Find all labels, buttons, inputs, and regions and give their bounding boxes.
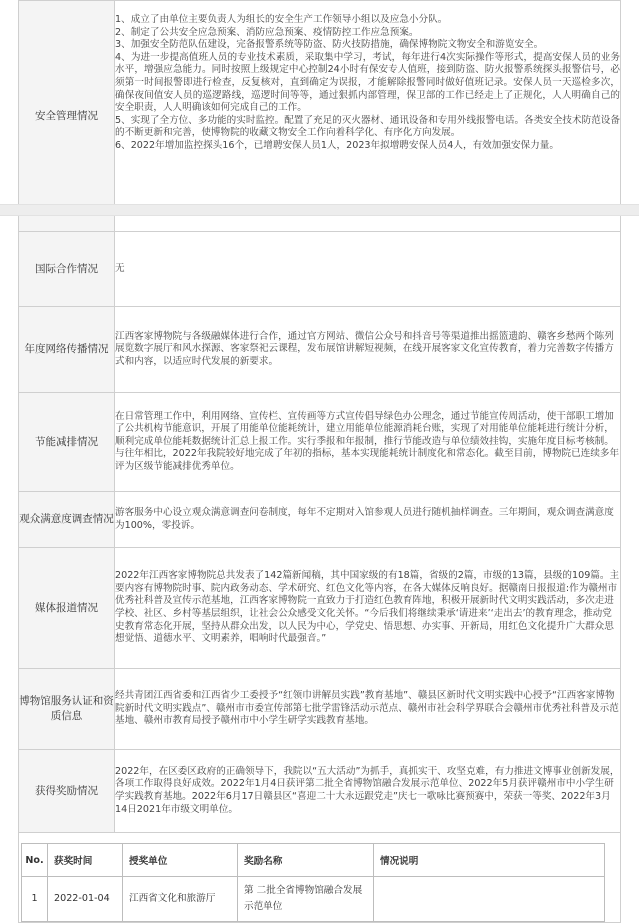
label-international: 国际合作情况 bbox=[19, 232, 115, 307]
row-safety bbox=[19, 1, 621, 232]
safety-item: 3、加强安全防范队伍建设，完备报警系统等防盗、防火技防措施，确保博物院文物安全和游览安全。 bbox=[115, 39, 544, 51]
safety-item: 4、为进一步提高值班人员的专业技术素质，采取集中学习，考试，每年进行4次实际操作等形式，提高安保人员的业务水平，增强应急能力。同时按照上级规定中心控制24小时有保安专人值班，接到防盗、防火报警系统探头报警信号，必须第一时间报警即进行检查，反复核对，直到确定为误报，才能解除报警同时做好值班记录。安保人员一天巡检多次，确保夜间值安人员的巡逻路线，巡逻时间等等，通过狠抓内部管理，保卫部的工作已经走上了正规化，人人明确自己的安全职责，人人明确该如何完成自己的工作。 bbox=[115, 51, 620, 114]
table-row bbox=[22, 877, 605, 922]
content-energy: 在日常管理工作中，利用网络、宣传栏、宣传画等方式宣传倡导绿色办公理念，通过节能宣传周活动，使干部职工增加了公共机构节能意识，开展了用能单位能耗统计，建立用能单位能源消耗台账，实现了对用能单位能耗进行统计分析，顺利完成单位能耗数据统计汇总上报工作。实行季报和年报制，推行节能改造与单位绩效挂钩，实施年度目标考核制。与往年相比，2022年我院较好地完成了年初的指标，基本实现能耗统计制度化和常态化。截至目前，博物院已连续多年评为区级节能减排优秀单位。 bbox=[115, 393, 621, 492]
award-unit: 江西省文化和旅游厅 bbox=[123, 877, 238, 922]
content-awards: 2022年，在区委区政府的正确领导下，我院以“五大活动”为抓手，真抓实干、攻坚克难，有力推进文博事业创新发展，各项工作取得良好成效。2022年1月4日获评第二批全省博物馆融合发展示范单位、2022年5月获评赣州市中小学生研学实践教育基地。2022年6月17日赣县区“喜迎二十大永远跟党走”庆七一歌咏比赛预赛中，荣获一等奖、2022年3月14日2021年市级文明单位。 bbox=[115, 750, 621, 833]
page-break-band bbox=[0, 204, 639, 216]
label-satisfaction: 观众满意度调查情况 bbox=[19, 492, 115, 548]
awards-header-no: No. bbox=[22, 844, 48, 877]
awards-header-name: 奖励名称 bbox=[238, 844, 374, 877]
label-media: 媒体报道情况 bbox=[19, 548, 115, 669]
award-note bbox=[374, 877, 605, 922]
award-name: 第 二批全省博物馆融合发展示范单位 bbox=[238, 877, 374, 922]
awards-header-unit: 授奖单位 bbox=[123, 844, 238, 877]
content-international: 无 bbox=[115, 232, 621, 307]
awards-header-note: 情况说明 bbox=[374, 844, 605, 877]
museum-info-table bbox=[18, 0, 621, 923]
row-awards-table bbox=[19, 833, 621, 923]
row-international bbox=[19, 232, 621, 307]
label-energy: 节能减排情况 bbox=[19, 393, 115, 492]
row-network bbox=[19, 307, 621, 393]
awards-header-row bbox=[22, 844, 605, 877]
safety-item: 2、制定了公共安全应急预案、消防应急预案、疫情防控工作应急预案。 bbox=[115, 26, 419, 38]
row-awards bbox=[19, 750, 621, 833]
content-satisfaction: 游客服务中心设立观众满意调查问卷制度，每年不定期对入馆参观人员进行随机抽样调查。三年期间，观众调查满意度为100%，零投诉。 bbox=[115, 492, 621, 548]
award-no: 1 bbox=[22, 877, 48, 922]
row-satisfaction bbox=[19, 492, 621, 548]
label-safety: 安全管理情况 bbox=[19, 1, 115, 232]
awards-header-date: 获奖时间 bbox=[48, 844, 123, 877]
awards-table-cell bbox=[19, 833, 621, 923]
award-date: 2022-01-04 bbox=[48, 877, 123, 922]
row-energy bbox=[19, 393, 621, 492]
content-media: 2022年江西客家博物院总共发表了142篇新闻稿，其中国家级的有18篇，省级的2篇，市级的13篇，县级的109篇。主要内容有博物院时事、院内政务动态、学术研究、红色文化等内容，在各大媒体反响良好。据赣南日报报道:作为赣州市优秀社科普及宣传示范基地，江西客家博物院一直致力于打造红色教育阵地，积极开展新时代文明实践活动，多次走进学校、社区、乡村等基层组织，让社会公众感受文化关怀。“今后我们将继续秉承‘请进来’‘走出去’的教育理念，推动党史教育常态化开展，坚持从群众出发，以人民为中心，学党史、悟思想、办实事、开新局，用红色文化提升广大群众思想觉悟、道德水平、文明素养，唱响时代最强音。” bbox=[115, 548, 621, 669]
label-network: 年度网络传播情况 bbox=[19, 307, 115, 393]
row-certification bbox=[19, 669, 621, 750]
content-network: 江西客家博物院与各级融媒体进行合作，通过官方网站、微信公众号和抖音号等渠道推出摇篮遗韵、赣客乡愁两个陈列展览数字展厅和风水探源、客家祭祀云课程，发布展馆讲解短视频，在线开展客家文化宣传教育，着力完善数字传播方式和内容，以适应时代发展的新要求。 bbox=[115, 307, 621, 393]
awards-table bbox=[21, 843, 605, 922]
safety-item: 6、2022年增加监控探头16个，已增聘安保人员1人，2023年拟增聘安保人员4人，有效加强安保力量。 bbox=[115, 139, 559, 151]
label-awards: 获得奖励情况 bbox=[19, 750, 115, 833]
label-certification: 博物馆服务认证和资质信息 bbox=[19, 669, 115, 750]
row-media bbox=[19, 548, 621, 669]
content-safety bbox=[115, 1, 621, 232]
content-certification: 经共青团江西省委和江西省少工委授予“红领巾讲解员实践”教育基地”、赣县区新时代文明实践中心授予“江西客家博物院新时代文明实践点”、赣州市市委宣传部第七批学雷锋活动示范点、赣州市社会科学界联合会赣州市优秀社科普及示范基地、赣州市教育局授予赣州市中小学生研学实践教育基地。 bbox=[115, 669, 621, 750]
safety-item: 1、成立了由单位主要负责人为组长的安全生产工作领导小组以及应急小分队。 bbox=[115, 14, 448, 25]
safety-item: 5、实现了全方位、多功能的实时监控。配置了充足的灭火器材、通讯设备和专用外线报警电话。各类安全技术防范设备的不断更新和完善，使博物院的收藏文物安全工作向着科学化、有序化方向发展。 bbox=[115, 114, 620, 139]
